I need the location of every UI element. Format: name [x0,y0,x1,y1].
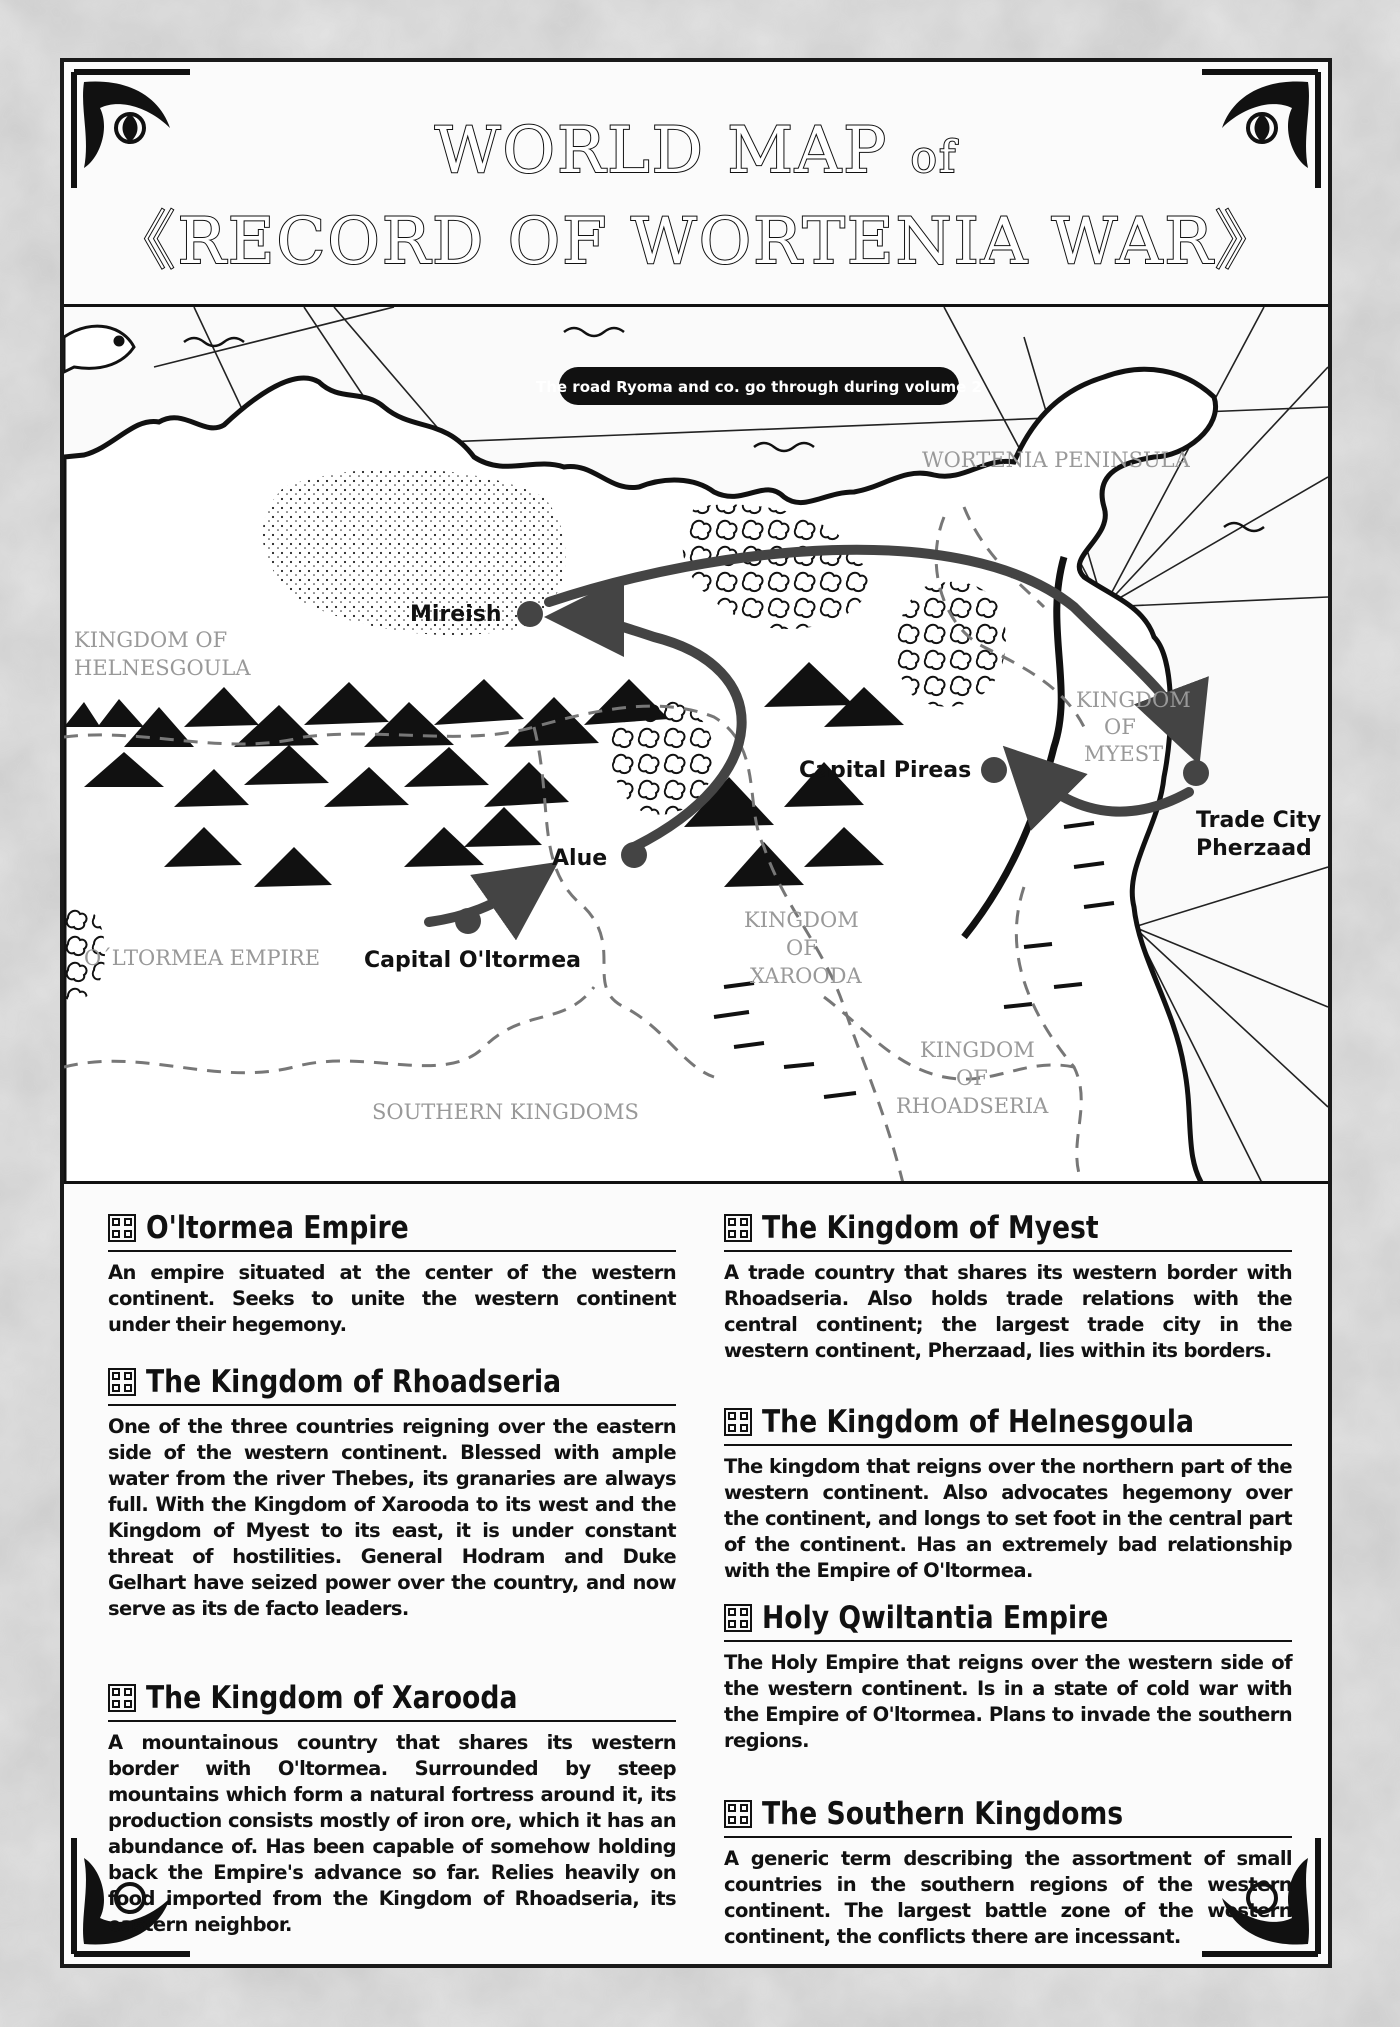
city-label-capital-oltormea: Capital O'ltormea [364,948,581,973]
label-helnesgoula-2: HELNESGOULA [74,656,251,680]
label-helnesgoula-1: KINGDOM OF [74,628,228,652]
section-body: The Holy Empire that reigns over the western side of the western continent. Is in a state of cold war with the Empire of O'ltormea. Plans to invade the southern regions. [724,1651,1292,1752]
section-body: The kingdom that reigns over the northern part of the western continent. Also advocates hegemony over the continent, and longs to set foot in the central part of the continent. Has an extremely bad relationship with the Empire of O'ltormea. [724,1455,1292,1582]
title-main: WORLD MAP [434,114,889,188]
ornament-square-icon [724,1214,752,1242]
section-rhoadseria [108,1364,676,1622]
section-title: The Kingdom of Myest [762,1210,1099,1246]
section-title: The Southern Kingdoms [762,1796,1124,1832]
label-southern: SOUTHERN KINGDOMS [372,1100,639,1124]
label-rhoadseria-1: KINGDOM [920,1038,1035,1062]
section-title: Holy Qwiltantia Empire [762,1600,1109,1636]
city-dot-capital-oltormea [455,908,481,934]
section-helnesgoula [724,1404,1292,1584]
section-header [108,1210,676,1252]
section-header [108,1364,676,1406]
city-label-capital-pireas: Capital Pireas [799,758,972,783]
ornament-square-icon [724,1800,752,1828]
page-title-line-1 [64,114,1328,188]
ornament-square-icon [108,1368,136,1396]
title-of: of [910,132,958,183]
section-body: One of the three countries reigning over the eastern side of the western continent. Blessed with ample water from the river Thebes, its granaries are always full. With the Kingdom of Xarooda to its west and the Kingdom of Myest to its east, it is under constant threat of hostilities. General Hodram and Duke Gelhart have seized power over the country, and now serve as its de facto leaders. [108,1415,676,1620]
section-header [108,1680,676,1722]
ornament-square-icon [724,1604,752,1632]
section-title: O'ltormea Empire [146,1210,409,1246]
city-label-trade-city: Trade City [1196,808,1322,833]
section-southern [724,1796,1292,1950]
section-title: The Kingdom of Xarooda [146,1680,518,1716]
section-header [724,1404,1292,1446]
label-xarooda-2: OF [786,936,818,960]
city-dot-mireish [517,601,543,627]
section-body: A trade country that shares its western border with Rhoadseria. Also holds trade relations with the central continent; the largest trade city in the western continent, Pherzaad, lies within its borders. [724,1261,1292,1362]
label-myest-1: KINGDOM [1076,688,1191,712]
label-wortenia: WORTENIA PENINSULA [922,448,1190,472]
section-myest [724,1210,1292,1364]
section-title: The Kingdom of Rhoadseria [146,1364,562,1400]
page-title-line-2: 《RECORD OF WORTENIA WAR》 [111,205,1281,279]
section-body: An empire situated at the center of the western continent. Seeks to unite the western continent under their hegemony. [108,1261,676,1336]
label-myest-2: OF [1104,715,1136,739]
city-label-pherzaad: Pherzaad [1196,836,1312,861]
section-body: A generic term describing the assortment of small countries in the southern regions of the western continent. The largest battle zone of the western continent, the conflicts there are incessant. [724,1847,1292,1948]
map-canvas [64,307,1328,1184]
city-dot-pherzaad [1183,760,1209,786]
label-xarooda-1: KINGDOM [744,908,859,932]
city-dot-capital-pireas [981,757,1007,783]
city-label-alue: Alue [552,846,608,871]
route-caption-badge [536,367,982,405]
ornament-square-icon [724,1408,752,1436]
label-rhoadseria-3: RHOADSERIA [896,1094,1049,1118]
section-qwiltantia [724,1600,1292,1754]
ornament-square-icon [108,1684,136,1712]
section-body: A mountainous country that shares its western border with O'ltormea. Surrounded by steep mountains which form a natural fortress around it, its production consists mostly of iron ore, which it has an abundance of. Has been capable of somehow holding back the Empire's advance so far. Relies heavily on food imported from the Kingdom of Rhoadseria, its eastern neighbor. [108,1731,676,1936]
label-xarooda-3: XAROODA [750,964,862,988]
label-myest-3: MYEST [1084,742,1164,766]
route-caption: The road Ryoma and co. go through during volume 2 [536,378,982,396]
section-xarooda [108,1680,676,1938]
map-frame [60,58,1332,1968]
world-map [64,304,1328,1184]
section-header [724,1210,1292,1252]
section-oltormea [108,1210,676,1338]
label-rhoadseria-2: OF [956,1066,988,1090]
city-dot-alue [621,842,647,868]
section-header [724,1796,1292,1838]
label-oltormea: O´LTORMEA EMPIRE [84,946,321,970]
section-header [724,1600,1292,1642]
city-label-mireish: Mireish [410,602,502,627]
ornament-square-icon [108,1214,136,1242]
section-title: The Kingdom of Helnesgoula [762,1404,1195,1440]
